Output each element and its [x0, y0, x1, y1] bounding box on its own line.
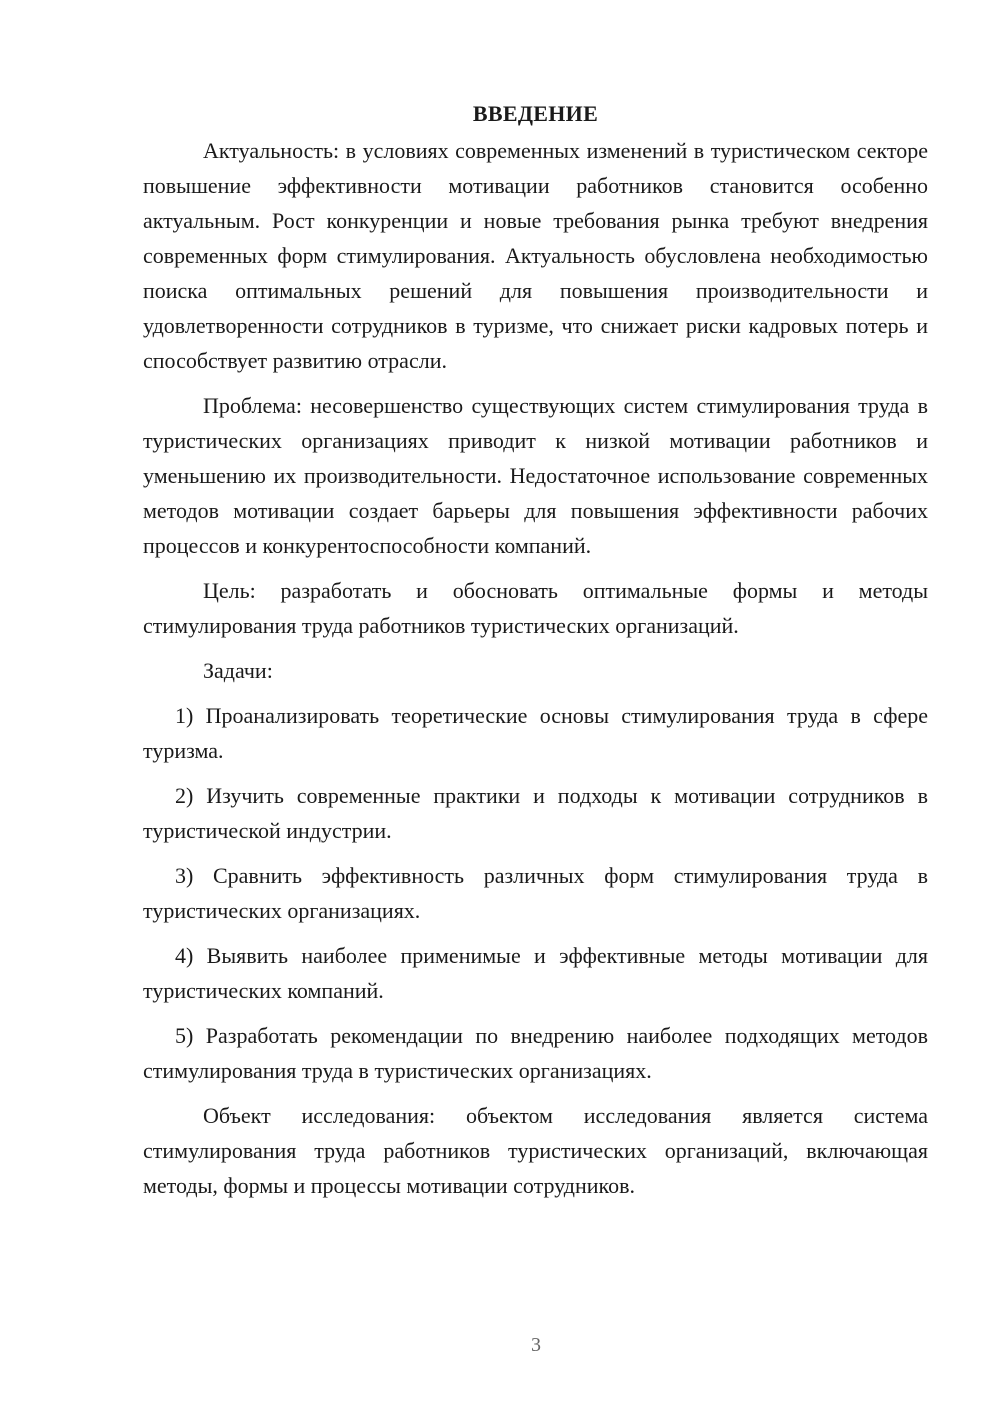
problem-paragraph: Проблема: несовершенство существующих систем стимулирования труда в туристических организациях приводит к низкой мотивации работников и уменьшению их производительности. Недостаточное использование современных методов мотивации создает барьеры для повышения эффективности рабочих процессов и конкурентоспособности компаний. — [143, 393, 928, 558]
task-item: 1) Проанализировать теоретические основы стимулирования труда в сфере туризма. — [143, 703, 928, 763]
document-body — [143, 96, 928, 1213]
task-item: 2) Изучить современные практики и подходы к мотивации сотрудников в туристической индустрии. — [143, 783, 928, 843]
task-item: 5) Разработать рекомендации по внедрению наиболее подходящих методов стимулирования труда в туристических организациях. — [143, 1023, 928, 1083]
page-number: 3 — [531, 1334, 541, 1356]
relevance-paragraph: Актуальность: в условиях современных изменений в туристическом секторе повышение эффективности мотивации работников становится особенно актуальным. Рост конкуренции и новые требования рынка требуют внедрения современных форм стимулирования. Актуальность обусловлена необходимостью поиска оптимальных решений для повышения производительности и удовлетворенности сотрудников в туризме, что снижает риски кадровых потерь и способствует развитию отрасли. — [143, 138, 928, 373]
goal-paragraph: Цель: разработать и обосновать оптимальные формы и методы стимулирования труда работников туристических организаций. — [143, 578, 928, 638]
object-paragraph: Объект исследования: объектом исследования является система стимулирования труда работников туристических организаций, включающая методы, формы и процессы мотивации сотрудников. — [143, 1103, 928, 1198]
tasks-list — [143, 698, 928, 1088]
section-heading: ВВЕДЕНИЕ — [472, 101, 599, 126]
task-item: 4) Выявить наиболее применимые и эффективные методы мотивации для туристических компаний. — [143, 943, 928, 1003]
task-item: 3) Сравнить эффективность различных форм стимулирования труда в туристических организациях. — [143, 863, 928, 923]
tasks-label: Задачи: — [203, 658, 273, 683]
